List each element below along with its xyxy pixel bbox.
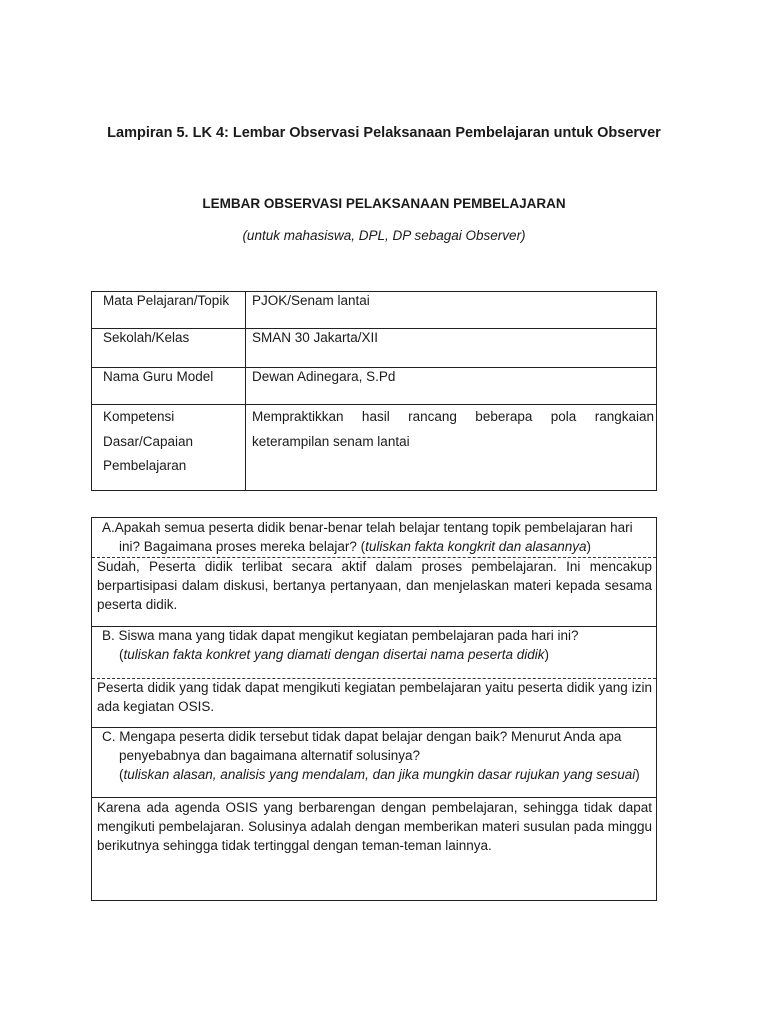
question-a-text: ) [586, 539, 592, 554]
appendix-title: Lampiran 5. LK 4: Lembar Observasi Pelaksanaan Pembelajaran untuk Observer [107, 125, 661, 141]
answer-c: Karena ada agenda OSIS yang berbarengan dengan pembelajaran, sehingga tidak dapat mengikuti pembelajaran. Solusinya adalah dengan memberikan materi susulan pada minggu berikutnya sehingga tidak tertinggal dengan teman-teman lainnya. [97, 800, 652, 853]
form-subtitle: (untuk mahasiswa, DPL, DP sebagai Observer) [242, 228, 526, 243]
question-b [92, 626, 656, 664]
question-c-line: penyebabnya dan bagaimana alternatif solusinya? [119, 748, 420, 763]
subject-label: Mata Pelajaran/Topik [92, 292, 246, 329]
info-row-subject [92, 292, 657, 329]
question-b-hint: tuliskan fakta konkret yang diamati dengan disertai nama peserta didik [123, 647, 545, 662]
question-b-text: ) [544, 647, 549, 662]
question-c-line [102, 765, 648, 784]
question-a [92, 518, 656, 556]
competency-value [246, 405, 657, 491]
question-a-line: A.Apakah semua peserta didik benar-benar telah belajar tentang topik pembelajaran hari [102, 520, 633, 535]
question-c-text: ( [119, 767, 124, 782]
competency-label-line: Dasar/Capaian [103, 433, 194, 449]
competency-value-line: Mempraktikkan hasil rancang beberapa pola rangkaian [252, 409, 654, 424]
teacher-label: Nama Guru Model [92, 368, 246, 405]
question-b-text: ( [119, 647, 124, 662]
question-b-line [102, 645, 648, 664]
competency-label-line: Pembelajaran [103, 458, 187, 473]
question-c-text: ) [635, 767, 640, 782]
question-b-line: B. Siswa mana yang tidak dapat mengikut kegiatan pembelajaran pada hari ini? [102, 628, 579, 643]
school-label: Sekolah/Kelas [92, 329, 246, 368]
question-c [92, 727, 656, 784]
question-c-line: C. Mengapa peserta didik tersebut tidak dapat belajar dengan baik? Menurut Anda apa [102, 729, 622, 744]
question-a-hint: tuliskan fakta kongkrit dan alasannya [365, 539, 587, 554]
subject-value: PJOK/Senam lantai [246, 292, 657, 329]
competency-label-line: Kompetensi [103, 409, 175, 424]
question-c-hint: tuliskan alasan, analisis yang mendalam, dan jika mungkin dasar rujukan yang sesuai [123, 767, 636, 782]
info-table [91, 291, 657, 491]
info-row-school [92, 329, 657, 368]
question-a-text: ini? Bagaimana proses mereka belajar? ( [119, 539, 366, 554]
info-row-competency [92, 405, 657, 491]
answer-b: Peserta didik yang tidak dapat mengikuti kegiatan pembelajaran yaitu peserta didik yang izin ada kegiatan OSIS. [97, 680, 652, 714]
school-value: SMAN 30 Jakarta/XII [246, 329, 657, 368]
info-row-teacher [92, 368, 657, 405]
teacher-value: Dewan Adinegara, S.Pd [246, 368, 657, 405]
competency-value-line: keterampilan senam lantai [252, 433, 410, 449]
form-title: LEMBAR OBSERVASI PELAKSANAAN PEMBELAJARAN [202, 196, 566, 211]
observation-questions-box [91, 517, 657, 901]
question-a-line [102, 537, 648, 556]
competency-label [92, 405, 246, 491]
answer-a: Sudah, Peserta didik terlibat secara aktif dalam proses pembelajaran. Ini mencakup berpartisipasi dalam diskusi, bertanya pertanyaan, dan menjelaskan materi kepada sesama peserta didik. [97, 559, 652, 612]
